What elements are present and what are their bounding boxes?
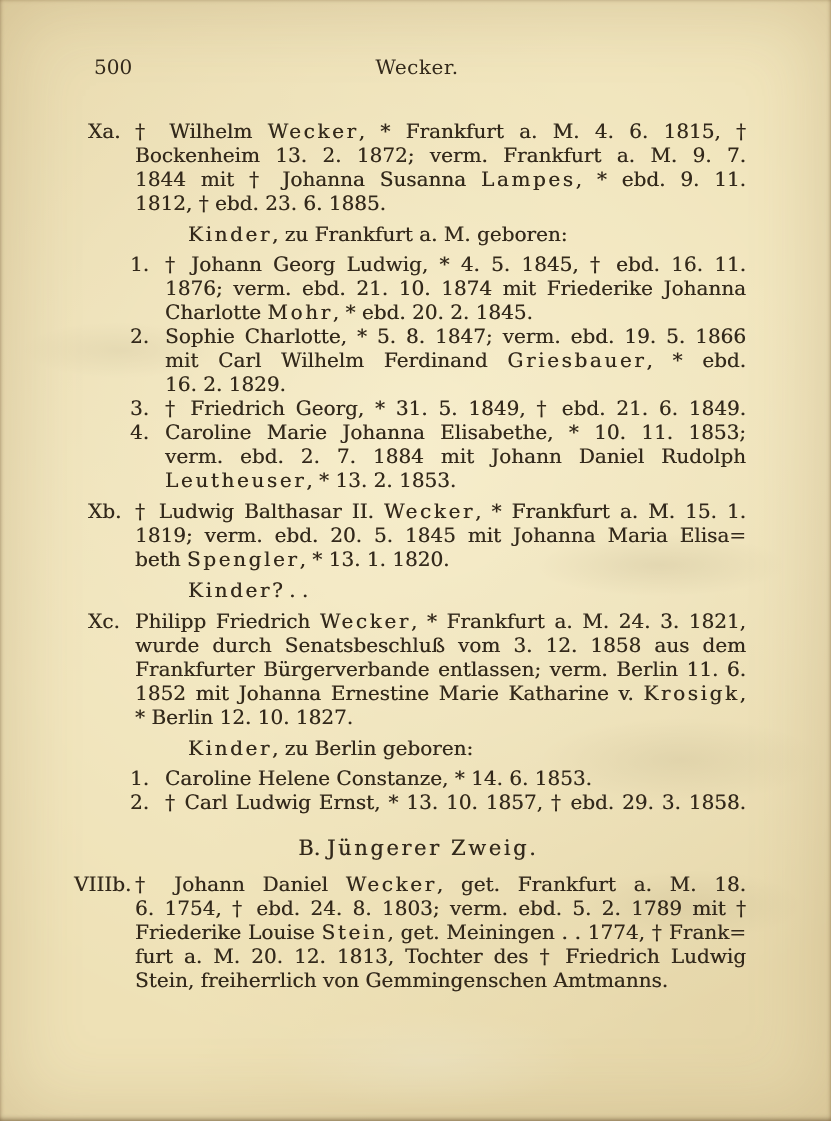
letterspaced-name: Stein	[321, 920, 388, 944]
item-number: 2.	[130, 324, 150, 348]
entry-text	[165, 324, 746, 396]
child-list-item	[88, 766, 746, 790]
genealogy-entry	[88, 119, 746, 215]
text-line: † Ludwig Balthasar II. Wecker, * Frankfurt a. M. 15. 1.	[135, 499, 746, 523]
letterspaced-name: Kinder	[188, 736, 273, 760]
letterspaced-name: Wecker	[267, 119, 359, 143]
text-line: 6. 1754, † ebd. 24. 8. 1803; verm. ebd. 5. 2. 1789 mit †	[135, 896, 746, 920]
letterspaced-name: Lampes	[480, 167, 576, 191]
letterspaced-name: Krosigk	[643, 681, 740, 705]
entry-text	[135, 872, 746, 992]
letterspaced-name: Kinder	[188, 222, 273, 246]
text-line: furt a. M. 20. 12. 1813, Tochter des † Friedrich Ludwig	[135, 944, 746, 968]
entry-text	[135, 119, 746, 215]
text-line: Caroline Marie Johanna Elisabethe, * 10. 11. 1853;	[165, 420, 746, 444]
children-subheading: Kinder, zu Frankfurt a. M. geboren:	[188, 222, 568, 246]
letterspaced-name: Wecker	[345, 872, 437, 896]
genealogy-entry	[88, 499, 746, 571]
text-line: † Wilhelm Wecker, * Frankfurt a. M. 4. 6. 1815, †	[135, 119, 747, 143]
text-line: verm. ebd. 2. 7. 1884 mit Johann Daniel Rudolph	[165, 444, 746, 468]
text-line: 16. 2. 1829.	[165, 372, 286, 396]
text-line: Frankfurter Bürgerverbande entlassen; verm. Berlin 11. 6.	[135, 657, 746, 681]
text-line: Sophie Charlotte, * 5. 8. 1847; verm. ebd. 19. 5. 1866	[165, 324, 746, 348]
letterspaced-name: Wecker	[383, 499, 476, 523]
genealogy-entry	[88, 609, 746, 729]
child-list-item	[88, 420, 746, 492]
letterspaced-name: Jüngerer Zweig	[327, 836, 530, 860]
item-number: 2.	[130, 790, 150, 814]
item-number: 3.	[130, 396, 150, 420]
running-title: Wecker.	[375, 55, 459, 79]
entry-label: VIIIb.	[74, 872, 132, 896]
genealogy-entry	[74, 872, 747, 992]
entry-text	[135, 499, 746, 571]
text-line: 1876; verm. ebd. 21. 10. 1874 mit Friederike Johanna	[165, 276, 746, 300]
text-line: Bockenheim 13. 2. 1872; verm. Frankfurt a. M. 9. 7.	[135, 143, 746, 167]
child-list-item	[88, 252, 746, 324]
letterspaced-name: Wecker	[319, 609, 411, 633]
text-line: Charlotte Mohr, * ebd. 20. 2. 1845.	[165, 300, 533, 324]
text-line: 1844 mit † Johanna Susanna Lampes, * ebd. 9. 11.	[135, 167, 746, 191]
entry-text	[165, 396, 746, 420]
text-line: mit Carl Wilhelm Ferdinand Griesbauer, * ebd.	[165, 348, 746, 372]
text-line: † Carl Ludwig Ernst, * 13. 10. 1857, † ebd. 29. 3. 1858.	[165, 790, 746, 814]
section-heading: B. Jüngerer Zweig.	[298, 836, 536, 860]
text-line: Philipp Friedrich Wecker, * Frankfurt a. M. 24. 3. 1821,	[135, 609, 746, 633]
text-line: † Friedrich Georg, * 31. 5. 1849, † ebd. 21. 6. 1849.	[165, 396, 746, 420]
entry-text	[165, 766, 746, 790]
text-line: Stein, freiherrlich von Gemmingenschen Amtmanns.	[135, 968, 669, 992]
letterspaced-name: Mohr	[267, 300, 333, 324]
entry-text	[165, 252, 746, 324]
item-number: 1.	[130, 252, 150, 276]
text-line: † Johann Daniel Wecker, get. Frankfurt a. M. 18.	[135, 872, 747, 896]
text-line: 1812, † ebd. 23. 6. 1885.	[135, 191, 386, 215]
text-line: † Johann Georg Ludwig, * 4. 5. 1845, † ebd. 16. 11.	[165, 252, 746, 276]
text-line: beth Spengler, * 13. 1. 1820.	[135, 547, 450, 571]
text-line: wurde durch Senatsbeschluß vom 3. 12. 1858 aus dem	[135, 633, 746, 657]
entry-text	[165, 420, 746, 492]
item-number: 1.	[130, 766, 150, 790]
text-line: 1819; verm. ebd. 20. 5. 1845 mit Johanna Maria Elisa=	[135, 523, 746, 547]
children-subheading: Kinder, zu Berlin geboren:	[188, 736, 474, 760]
child-list-item	[88, 324, 746, 396]
text-line: 1852 mit Johanna Ernestine Marie Katharine v. Krosigk,	[135, 681, 746, 705]
letterspaced-name: Griesbauer	[507, 348, 647, 372]
children-subheading: Kinder? . .	[188, 578, 309, 602]
letterspaced-name: Leutheuser	[165, 468, 307, 492]
text-line: Friederike Louise Stein, get. Meiningen . . 1774, † Frank=	[135, 920, 746, 944]
running-head	[88, 54, 746, 80]
entry-label: Xc.	[88, 609, 120, 633]
child-list-item	[88, 396, 746, 420]
page-number: 500	[94, 55, 133, 79]
page-body-text	[74, 112, 747, 999]
text-line: Caroline Helene Constanze, * 14. 6. 1853.	[165, 766, 592, 790]
item-number: 4.	[130, 420, 150, 444]
letterspaced-name: Kinder	[188, 578, 273, 602]
entry-text	[165, 790, 746, 814]
text-line: Leutheuser, * 13. 2. 1853.	[165, 468, 457, 492]
entry-label: Xa.	[88, 119, 121, 143]
entry-label: Xb.	[88, 499, 122, 523]
child-list-item	[88, 790, 746, 814]
entry-text	[135, 609, 746, 729]
text-line: * Berlin 12. 10. 1827.	[135, 705, 354, 729]
letterspaced-name: Spengler	[186, 547, 300, 571]
